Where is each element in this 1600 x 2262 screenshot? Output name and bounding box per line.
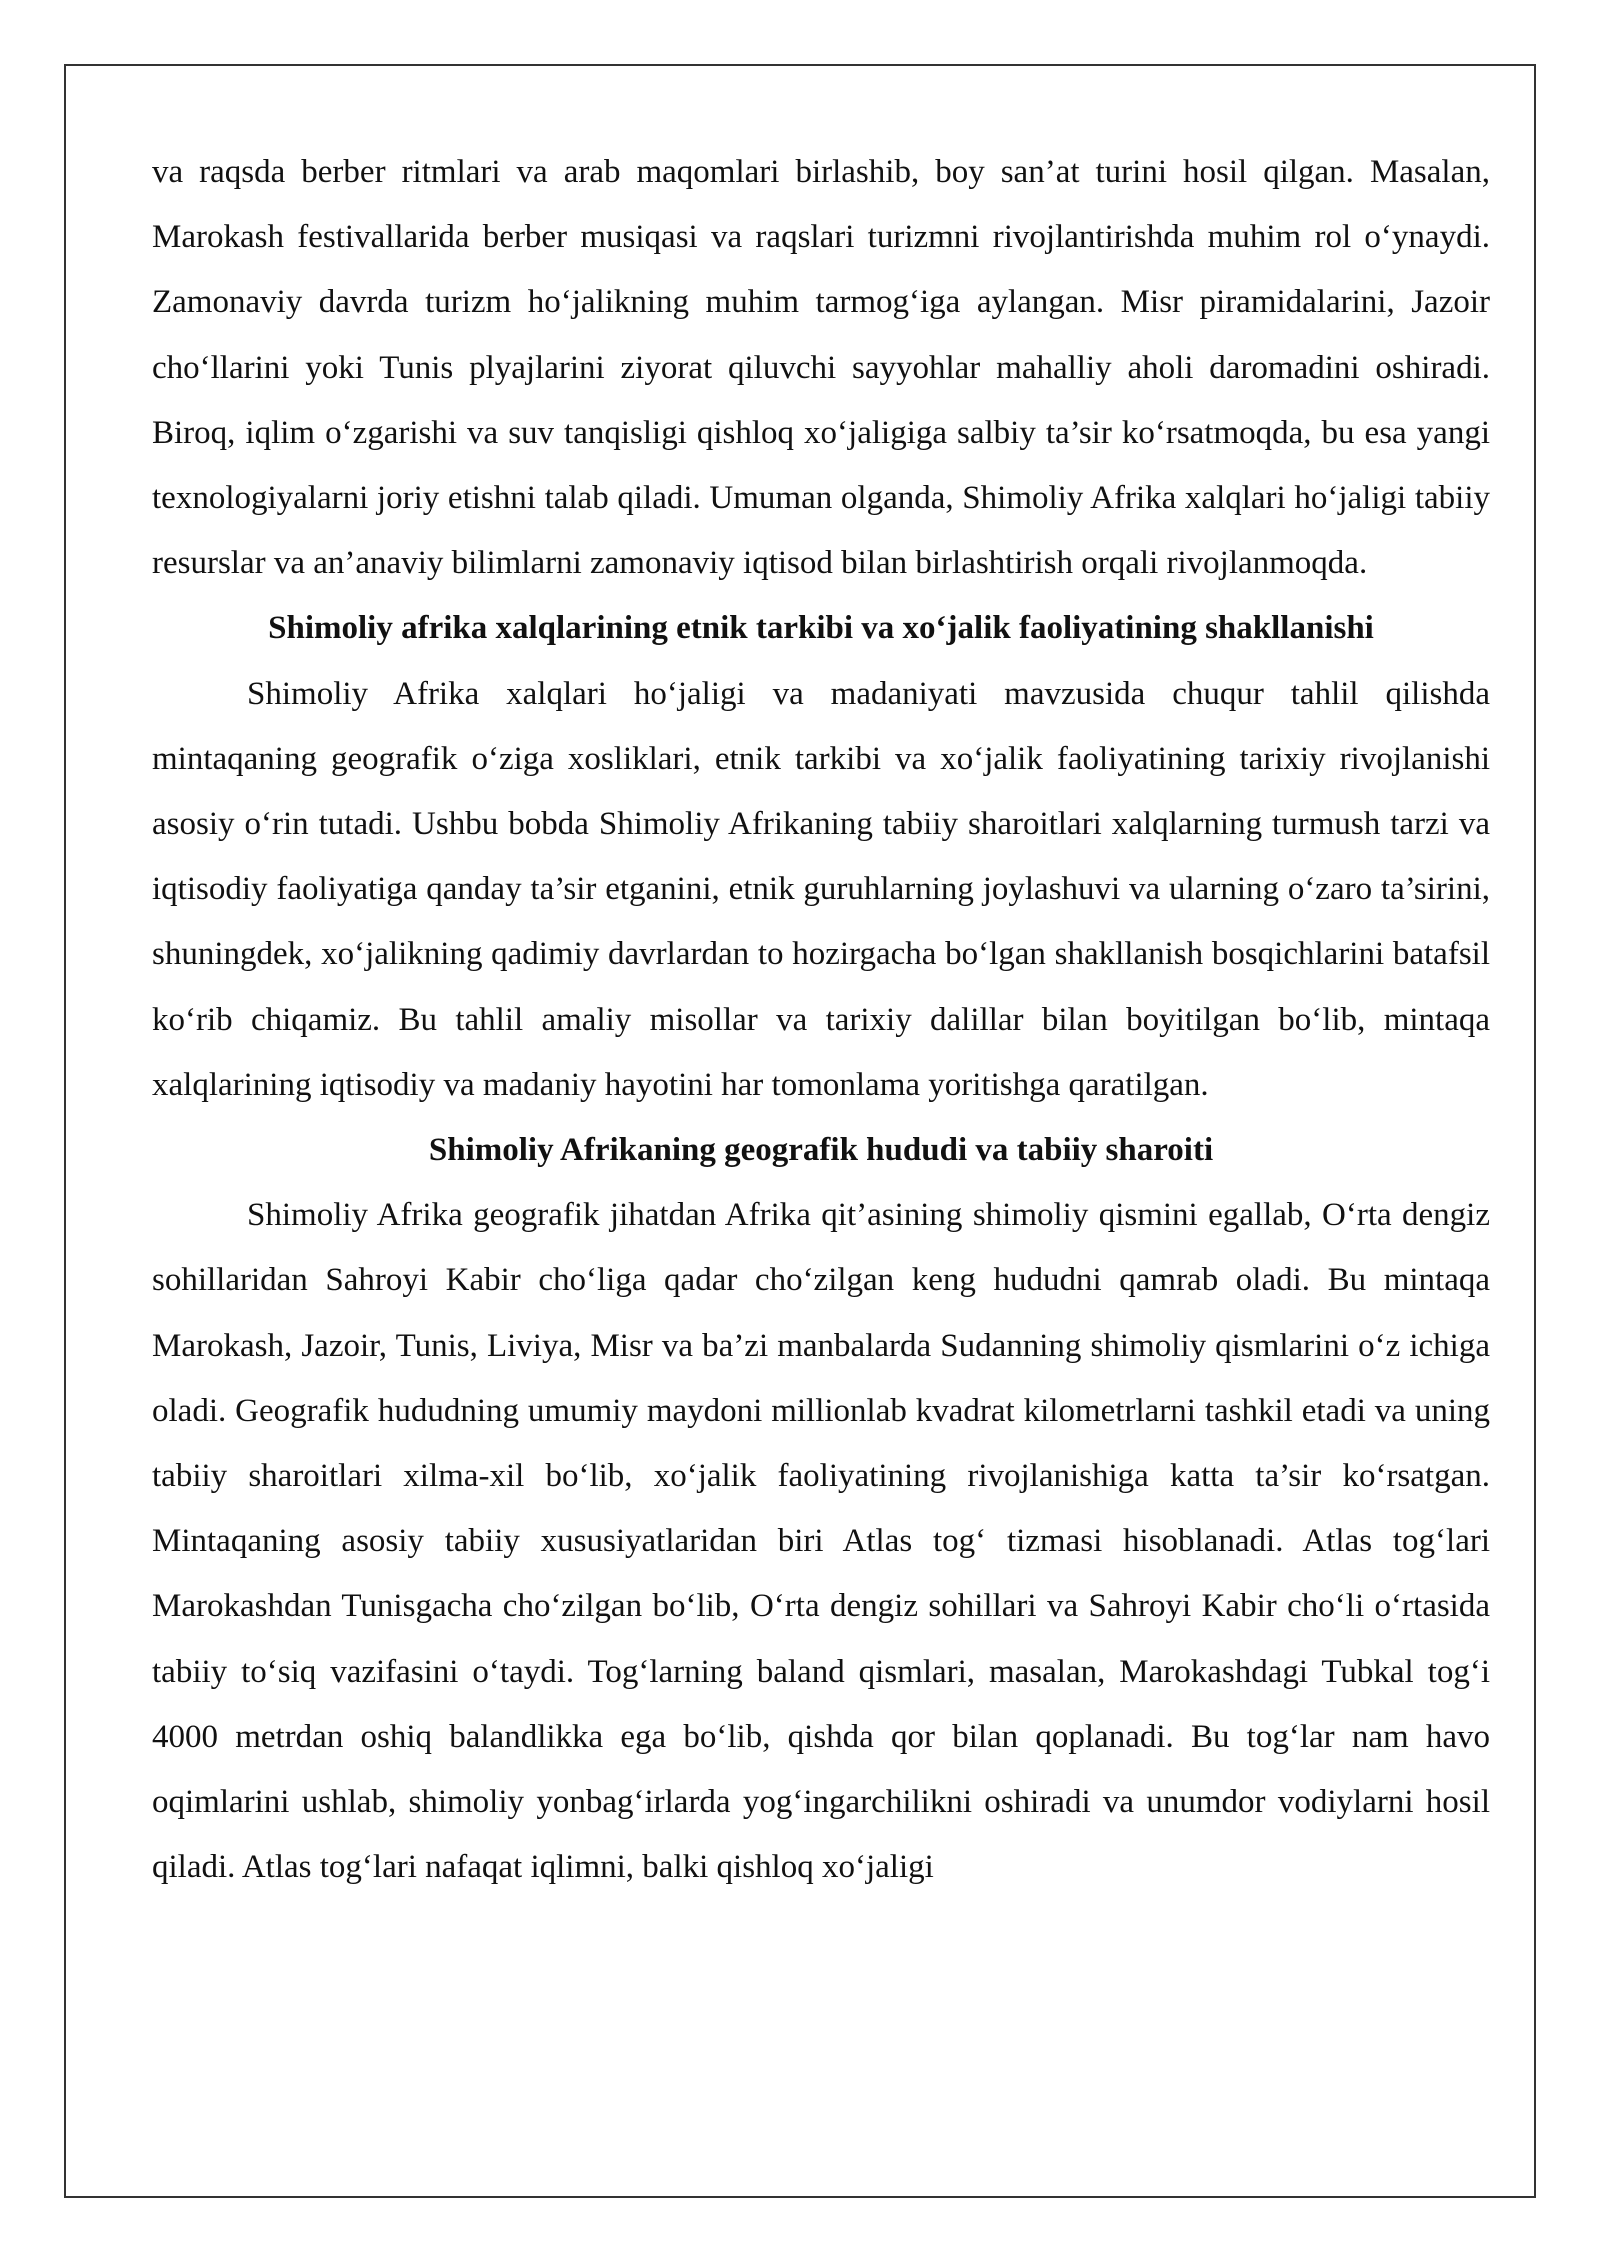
section-heading-ethnic: Shimoliy afrika xalqlarining etnik tarkibi va xoʻjalik faoliyatining shakllanishi bbox=[268, 610, 1374, 647]
document-body bbox=[152, 140, 1490, 1900]
section-heading-geography: Shimoliy Afrikaning geografik hududi va tabiiy sharoiti bbox=[428, 1132, 1214, 1169]
paragraph-intro: va raqsda berber ritmlari va arab maqomlari birlashib, boy san’at turini hosil qilgan. Masalan, Marokash festivallarida berber musiqasi va raqslari turizmni rivojlantirishda muhim rol oʻynaydi. Zamonaviy davrda turizm hoʻjalikning muhim tarmogʻiga aylangan. Misr piramidalarini, Jazoir choʻllarini yoki Tunis plyajlarini ziyorat qiluvchi sayyohlar mahalliy aholi daromadini oshiradi. Biroq, iqlim oʻzgarishi va suv tanqisligi qishloq xoʻjaligiga salbiy ta’sir koʻrsatmoqda, bu esa yangi texnologiyalarni joriy etishni talab qiladi. Umuman olganda, Shimoliy Afrika xalqlari hoʻjaligi tabiiy resurslar va an’anaviy bilimlarni zamonaviy iqtisod bilan birlashtirish orqali rivojlanmoqda. bbox=[152, 154, 1490, 582]
paragraph-ethnic: Shimoliy Afrika xalqlari hoʻjaligi va madaniyati mavzusida chuqur tahlil qilishda mintaqaning geografik oʻziga xosliklari, etnik tarkibi va xoʻjalik faoliyatining tarixiy rivojlanishi asosiy oʻrin tutadi. Ushbu bobda Shimoliy Afrikaning tabiiy sharoitlari xalqlarning turmush tarzi va iqtisodiy faoliyatiga qanday ta’sir etganini, etnik guruhlarning joylashuvi va ularning oʻzaro ta’sirini, shuningdek, xoʻjalikning qadimiy davrlardan to hozirgacha boʻlgan shakllanish bosqichlarini batafsil koʻrib chiqamiz. Bu tahlil amaliy misollar va tarixiy dalillar bilan boyitilgan boʻlib, mintaqa xalqlarining iqtisodiy va madaniy hayotini har tomonlama yoritishga qaratilgan. bbox=[152, 675, 1490, 1103]
paragraph-geography: Shimoliy Afrika geografik jihatdan Afrika qit’asining shimoliy qismini egallab, Oʻrta dengiz sohillaridan Sahroyi Kabir choʻliga qadar choʻzilgan keng hududni qamrab oladi. Bu mintaqa Marokash, Jazoir, Tunis, Liviya, Misr va ba’zi manbalarda Sudanning shimoliy qismlarini oʻz ichiga oladi. Geografik hududning umumiy maydoni millionlab kvadrat kilometrlarni tashkil etadi va uning tabiiy sharoitlari xilma-xil boʻlib, xoʻjalik faoliyatining rivojlanishiga katta ta’sir koʻrsatgan. Mintaqaning asosiy tabiiy xususiyatlaridan biri Atlas togʻ tizmasi hisoblanadi. Atlas togʻlari Marokashdan Tunisgacha choʻzilgan boʻlib, Oʻrta dengiz sohillari va Sahroyi Kabir choʻli oʻrtasida tabiiy toʻsiq vazifasini oʻtaydi. Togʻlarning baland qismlari, masalan, Marokashdagi Tubkal togʻi 4000 metrdan oshiq balandlikka ega boʻlib, qishda qor bilan qoplanadi. Bu togʻlar nam havo oqimlarini ushlab, shimoliy yonbagʻirlarda yogʻingarchilikni oshiradi va unumdor vodiylarni hosil qiladi. Atlas togʻlari nafaqat iqlimni, balki qishloq xoʻjaligi bbox=[152, 1197, 1490, 1886]
